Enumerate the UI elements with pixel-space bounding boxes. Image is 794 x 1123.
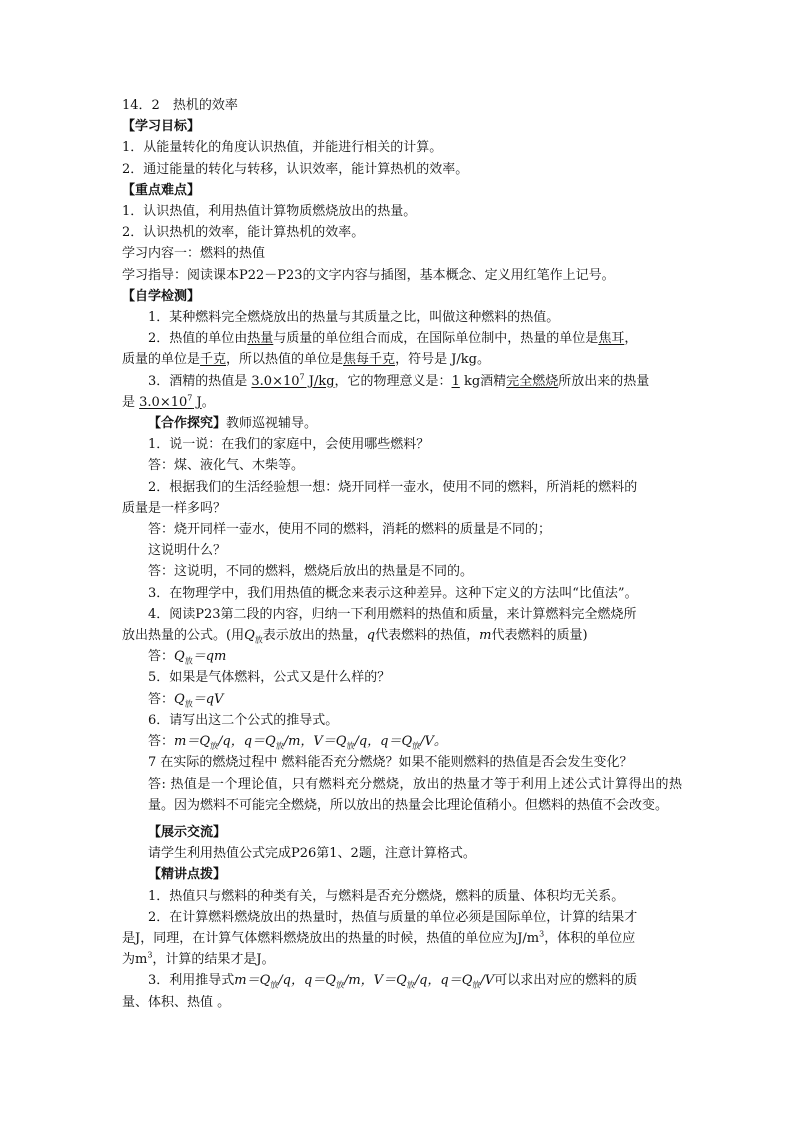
answer-2-followup: 答：这说明，不同的燃料，燃烧后放出的热量是不同的。 [148, 564, 474, 580]
answer-5: 答：$Q_放=qV$ [148, 691, 224, 709]
heading-goals: 【学习目标】 [122, 119, 201, 135]
question-2-line1: 2．根据我们的生活经验想一想：烧开同样一壶水，使用不同的燃料，所消耗的燃料的 [148, 479, 638, 495]
answer-7: 答: 热值是一个理论值，只有燃料充分燃烧，放出的热量才等于利用上述公式计算得出的热量。因为燃料不可能完全燃烧，所以放出的热量会比理论值稍小。但燃料的热值不会改变。 [148, 776, 682, 813]
self-check-2-line2: 质量的单位是千克，所以热值的单位是焦每千克，符号是 J/kg。 [122, 352, 490, 368]
question-4-line1: 4．阅读P23第二段的内容，归纳一下利用燃料的热值和质量，来计算燃料完全燃烧所 [148, 606, 637, 622]
question-6: 6．请写出这二个公式的推导式。 [148, 712, 339, 728]
answer-6: 答：$m=Q_放/q$，$q=Q_放/m$，$V=Q_放/q$，$q=Q_放/V$。 [148, 734, 447, 751]
content-1-title: 学习内容一：燃料的热值 [122, 246, 266, 262]
answer-underline: 完全燃烧 [506, 373, 559, 389]
goal-1: 1．从能量转化的角度认识热值，并能进行相关的计算。 [122, 140, 443, 156]
question-2-line2: 质量是一样多吗？ [122, 500, 227, 516]
answer-underline: $3.0\times 10^7$ J [139, 393, 202, 410]
self-check-3-line2: 是 $3.0\times 10^7$ J。 [122, 393, 215, 410]
tip-2-line1: 2．在计算燃料燃烧放出的热量时，热值与质量的单位必须是国际单位，计算的结果才 [148, 909, 638, 925]
answer-underline: 1 [451, 373, 460, 389]
self-check-2-line1: 2．热值的单位由热量与质量的单位组合而成，在国际单位制中，热量的单位是焦耳， [148, 331, 638, 347]
heading-key-points: 【重点难点】 [122, 182, 201, 198]
show-text: 请学生利用热值公式完成P26第1、2题，注意计算格式。 [148, 846, 476, 862]
study-guide: 学习指导：阅读课本P22－P23的文字内容与插图，基本概念、定义用红笔作上记号。 [122, 267, 615, 283]
goal-2: 2．通过能量的转化与转移，认识效率，能计算热机的效率。 [122, 161, 469, 177]
heading-cooperation: 【合作探究】教师巡视辅导。 [148, 416, 318, 432]
question-1: 1．说一说：在我们的家庭中，会使用哪些燃料？ [148, 437, 430, 453]
answer-2: 答：烧开同样一壶水，使用不同的燃料，消耗的燃料的质量是不同的； [148, 522, 552, 538]
question-2-followup: 这说明什么？ [148, 543, 227, 559]
heading-tips: 【精讲点拨】 [148, 867, 227, 883]
question-5: 5．如果是气体燃料，公式又是什么样的？ [148, 670, 391, 686]
heading-self-check: 【自学检测】 [122, 288, 201, 304]
key-point-2: 2．认识热机的效率，能计算热机的效率。 [122, 225, 365, 241]
self-check-3-line1: 3．酒精的热值是 $3.0\times 10^7$ J/kg，它的物理意义是：1 kg酒精完全燃烧所放出来的热量 [148, 372, 650, 389]
self-check-1: 1．某种燃料完全燃烧放出的热量与其质量之比，叫做这种燃料的热值。 [148, 310, 560, 326]
page-title: 14．2 热机的效率 [122, 98, 238, 113]
tip-1: 1．热值只与燃料的种类有关，与燃料是否充分燃烧，燃料的质量、体积均无关系。 [148, 888, 625, 904]
answer-underline: $3.0\times 10^7$ J/kg [251, 372, 335, 389]
answer-underline: 热量 [247, 331, 274, 347]
key-point-1: 1．认识热值，利用热值计算物质燃烧放出的热量。 [122, 204, 417, 220]
tip-3-line1: 3．利用推导式$m=Q_放/q$，$q=Q_放/m$，$V=Q_放/q$，$q=Q_放/V$可以求出对应的燃料的质 [148, 973, 638, 990]
tip-3-line2: 量、体积、热值 。 [122, 994, 231, 1010]
heading-show: 【展示交流】 [148, 824, 227, 840]
document-body [122, 95, 682, 1013]
answer-underline: 千克 [200, 352, 227, 368]
question-7: 7 在实际的燃烧过程中 燃料能否充分燃烧？如果不能则燃料的热值是否会发生变化？ [148, 755, 633, 771]
paragraph-3: 3．在物理学中，我们用热值的概念来表示这种差异。这种下定义的方法叫“比值法”。 [148, 585, 638, 601]
tip-2-line3: 为$m^3$，计算的结果才是J。 [122, 950, 275, 968]
tip-2-line2: 是J，同理，在计算气体燃料燃烧放出的热量的时候，热值的单位应为$J/m^3$，体积的单位应 [122, 929, 636, 946]
answer-underline: 焦每千克 [343, 352, 396, 368]
answer-4: 答：$Q_放=qm$ [148, 649, 227, 666]
answer-underline: 焦耳 [598, 331, 625, 347]
question-4-line2: 放出热量的公式。(用$Q_放$表示放出的热量，q代表燃料的热值，m代表燃料的质量) [122, 628, 588, 645]
answer-1: 答：煤、液化气、木柴等。 [148, 458, 305, 474]
